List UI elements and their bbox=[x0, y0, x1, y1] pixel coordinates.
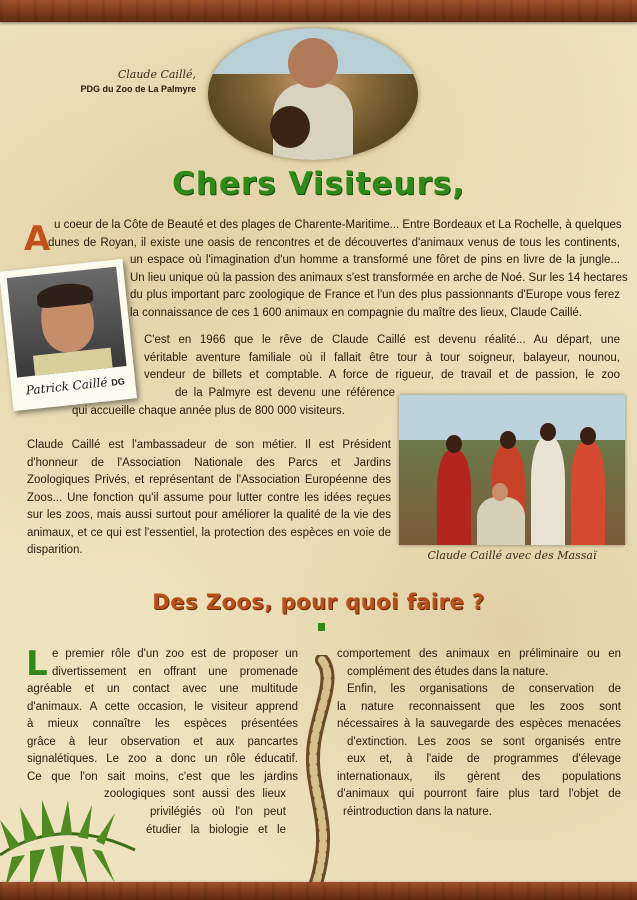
history-line: de la Palmyre est devenu une référence bbox=[175, 387, 395, 399]
caption-top-role: PDG du Zoo de La Palmyre bbox=[80, 84, 196, 94]
ambassador-paragraph bbox=[27, 437, 391, 560]
role-line: privilégiés où l'on peut bbox=[150, 806, 286, 818]
palm-leaf-illustration bbox=[0, 795, 140, 890]
role-line: la nature reconnaissent que les zoos sont bbox=[337, 700, 621, 713]
portrait-name: Patrick Caillé bbox=[25, 375, 109, 398]
history-line: vendeur de billets et comptable. A force de rigueur, de travail et de passion, le zoo bbox=[144, 369, 620, 381]
snake-illustration bbox=[300, 655, 340, 885]
role-line: signalétiques. Le zoo a donc un rôle éducatif. bbox=[27, 753, 298, 765]
dropcap-a: A bbox=[24, 219, 51, 259]
photo-patrick-caille bbox=[7, 267, 127, 378]
caption-masai: Claude Caillé avec des Massaï bbox=[427, 549, 597, 562]
ambassador-line: animaux, et ce qui est l'essentiel, la protection des espèces en voie de bbox=[27, 526, 391, 539]
wood-border-bottom bbox=[0, 882, 637, 900]
intro-line: dunes de Royan, il existe une oasis de rencontres et de découvertes d'animaux venus de tous les continents, bbox=[48, 236, 620, 249]
dropcap-l: L bbox=[26, 644, 48, 684]
role-line: d'animaux qui pourront faire plus tard l'objet de bbox=[337, 788, 621, 800]
intro-line: Un lieu unique où la passion des animaux s'est transformée en arche de Noé. Sur les 14 hectares bbox=[130, 271, 628, 284]
intro-line: la connaissance de ces 1 600 animaux en compagnie du maître des lieux, Claude Caillé. bbox=[130, 306, 582, 319]
ambassador-line: Zoos... Une fonction qu'il assume pour lutter contre les idées reçues bbox=[27, 491, 391, 504]
role-left-middle bbox=[27, 681, 298, 786]
role-line: internationaux, ils gèrent des populations bbox=[337, 770, 621, 783]
role-left-bottom-2 bbox=[150, 804, 286, 822]
polaroid-patrick-caille bbox=[0, 259, 137, 411]
intro-lines-3-6 bbox=[130, 252, 628, 322]
role-line: d'extinction. Les zoos se sont organisés entre bbox=[347, 735, 621, 748]
portrait-caption bbox=[19, 373, 132, 399]
role-line: complément des études dans la nature. bbox=[347, 665, 549, 678]
history-line: qui accueille chaque année plus de 800 000 visiteurs. bbox=[72, 405, 345, 417]
role-line: Ce que l'on sait moins, c'est que les jardins bbox=[27, 770, 298, 783]
role-left-bottom-3 bbox=[146, 822, 286, 840]
ambassador-line: d'honneur de l'Association Nationale des Parcs et Jardins bbox=[27, 456, 391, 469]
ambassador-line: sur les zoos, mais aussi surtout pour améliorer la qualité de la vie des bbox=[27, 509, 391, 521]
intro-line: un espace où l'imagination d'un homme a transformé une fôret de pins en livre de la jungle... bbox=[130, 254, 620, 266]
intro-line: u coeur de la Côte de Beauté et des plages de Charente-Maritime... Entre Bordeaux et La Rochelle, à quelques bbox=[54, 219, 622, 231]
history-line: C'est en 1966 que le rêve de Claude Caillé est devenu réalité... Au départ, une bbox=[144, 334, 620, 346]
history-line: véritable aventure familiale où il fallait être tour à tour soigneur, balayeur, nounou, bbox=[144, 351, 620, 364]
role-line: grâce à leur observation et aux pancartes bbox=[27, 735, 298, 748]
heading-ornament bbox=[318, 623, 325, 631]
ambassador-line: Zoologiques Privés, et représentant de l'Association Européenne des bbox=[27, 474, 391, 486]
intro-line: du plus important parc zoologique de France et l'un des plus passionnants d'Europe vous ferez bbox=[130, 289, 620, 301]
role-line: divertissement en offrant une promenade bbox=[52, 665, 298, 678]
photo-claude-caille-cattle bbox=[208, 28, 418, 160]
role-right-column bbox=[337, 646, 621, 821]
role-line: eux et, à l'aide de programmes d'élevage bbox=[347, 753, 621, 765]
history-paragraph-a bbox=[144, 332, 620, 385]
role-line: Enfin, les organisations de conservation de bbox=[347, 683, 621, 695]
role-line: agréable et un contact avec une multitude bbox=[27, 683, 298, 695]
history-paragraph-c bbox=[72, 403, 392, 421]
history-paragraph-b bbox=[175, 385, 395, 403]
portrait-role: DG bbox=[110, 376, 126, 388]
role-line: à mieux connaître les espèces présentées bbox=[27, 718, 298, 730]
role-left-top bbox=[52, 646, 298, 681]
role-line: nécessaires à la sauvegarde des espèces menacées bbox=[337, 718, 621, 730]
photo-masai-group bbox=[399, 395, 625, 545]
ambassador-line: Claude Caillé est l'ambassadeur de son métier. Il est Président bbox=[27, 439, 391, 451]
intro-lines-1-2 bbox=[48, 217, 622, 252]
role-line: réintroduction dans la nature. bbox=[343, 805, 492, 818]
ambassador-line: disparition. bbox=[27, 544, 83, 556]
role-line: e premier rôle d'un zoo est de proposer un bbox=[52, 648, 298, 660]
role-line: étudier la biologie et le bbox=[146, 824, 286, 836]
role-line: d'animaux. A cette occasion, le visiteur apprend bbox=[27, 700, 298, 713]
section-heading: Des Zoos, pour quoi faire ? bbox=[152, 590, 485, 614]
wood-border-top bbox=[0, 0, 637, 22]
caption-top-name: Claude Caillé, bbox=[117, 68, 196, 81]
role-line: zoologiques sont aussi des lieux bbox=[104, 788, 286, 800]
main-heading: Chers Visiteurs, bbox=[172, 166, 465, 202]
role-line: comportement des animaux en préliminaire ou en bbox=[337, 648, 621, 660]
